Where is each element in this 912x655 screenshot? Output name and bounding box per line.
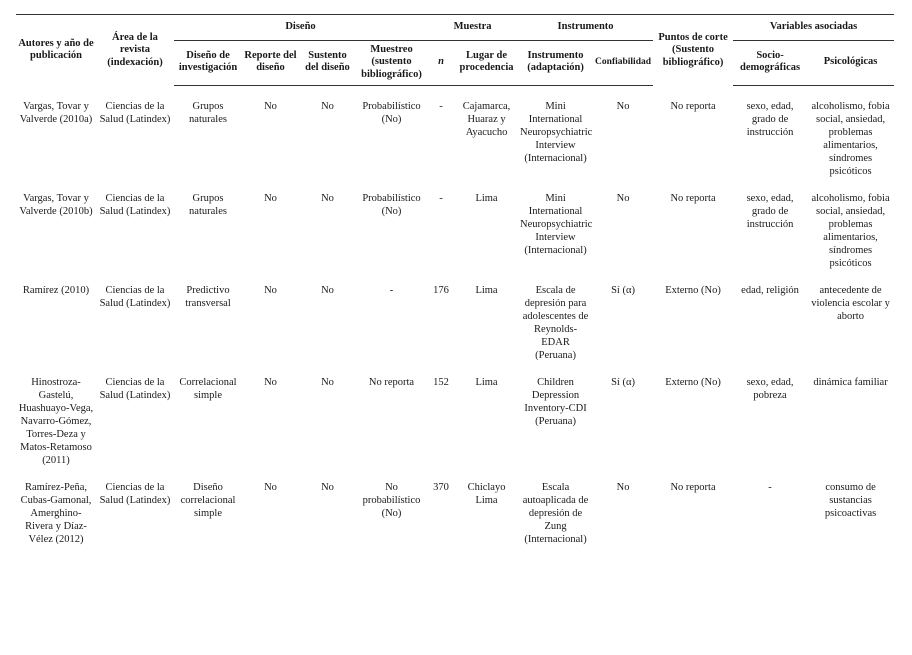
cell-lugar: Cajamarca, Huaraz y Ayacucho <box>462 101 511 138</box>
cell-socio: sexo, edad, grado de instrucción <box>746 193 794 230</box>
col-header-reporte: Reporte del diseño <box>242 40 299 86</box>
col-header-sustento: Sustento del diseño <box>299 40 356 86</box>
table-row <box>16 362 894 467</box>
cell-reporte: No <box>264 101 277 112</box>
cell-autores: Vargas, Tovar y Valverde (2010a) <box>19 100 93 125</box>
cell-n: 152 <box>433 377 449 388</box>
col-header-diseno-inv: Diseño de investigación <box>174 40 242 86</box>
cell-psico: alcoholismo, fobia social, ansiedad, problemas alimentarios, síndromes psicóticos <box>811 193 890 269</box>
cell-autores: Ramírez (2010) <box>22 285 90 296</box>
table-row <box>16 270 894 362</box>
group-header-instrumento: Instrumento <box>518 15 653 41</box>
col-header-instrumento: Instrumento (adaptación) <box>518 40 593 86</box>
cell-muestreo: Probabilístico (No) <box>362 101 421 125</box>
table-header <box>16 15 894 86</box>
cell-psico: antecedente de violencia escolar y aborto <box>811 285 890 322</box>
cell-reporte: No <box>264 482 277 493</box>
cell-n: - <box>439 193 443 204</box>
cell-sustento: No <box>321 285 334 296</box>
cell-puntos: No reporta <box>670 482 716 493</box>
cell-area: Ciencias de la Salud (Latindex) <box>99 482 171 506</box>
col-header-puntos: Puntos de corte (Sustento bibliográfico) <box>653 15 733 86</box>
col-header-muestreo: Muestreo (sustento bibliográfico) <box>356 40 427 86</box>
table-row <box>16 178 894 270</box>
cell-lugar: Chiclayo Lima <box>467 482 506 506</box>
cell-autores: Hinostroza-Gastelú, Huashuayo-Vega, Navarro-Gómez, Torres-Deza y Matos-Retamoso (2011) <box>18 377 94 466</box>
group-header-muestra: Muestra <box>427 15 518 41</box>
cell-instrumento: Escala de depresión para adolescentes de Reynolds-EDAR (Peruana) <box>522 285 589 361</box>
cell-psico: alcoholismo, fobia social, ansiedad, problemas alimentarios, síndromes psicóticos <box>811 101 890 177</box>
table-row <box>16 86 894 179</box>
cell-diseno: Grupos naturales <box>189 101 227 125</box>
cell-area: Ciencias de la Salud (Latindex) <box>99 100 171 125</box>
cell-puntos: No reporta <box>670 100 716 112</box>
cell-reporte: No <box>264 285 277 296</box>
cell-sustento: No <box>321 377 334 388</box>
col-header-psico: Psicológicas <box>807 40 894 86</box>
cell-confiabilidad: Sí (α) <box>611 285 635 296</box>
cell-puntos: No reporta <box>670 193 716 204</box>
cell-socio: - <box>768 482 772 493</box>
cell-muestreo: Probabilístico (No) <box>362 193 421 217</box>
cell-confiabilidad: No <box>616 482 630 493</box>
cell-diseno: Grupos naturales <box>189 193 227 217</box>
col-header-lugar: Lugar de procedencia <box>455 40 518 86</box>
table-body <box>16 86 894 551</box>
cell-puntos: Externo (No) <box>665 285 721 296</box>
cell-psico: consumo de sustancias psicoactivas <box>824 482 877 519</box>
cell-confiabilidad: Sí (α) <box>611 377 635 388</box>
cell-confiabilidad: No <box>616 193 630 204</box>
cell-n: - <box>439 101 443 112</box>
col-header-n: n <box>427 40 455 86</box>
cell-instrumento: Children Depression Inventory-CDI (Peruana) <box>524 377 587 427</box>
col-header-autores: Autores y año de publicación <box>16 15 96 86</box>
cell-diseno: Correlacional simple <box>179 377 237 401</box>
group-header-variables: Variables asociadas <box>733 15 894 41</box>
cell-psico: dinámica familiar <box>813 377 888 388</box>
cell-area: Ciencias de la Salud (Latindex) <box>99 377 171 401</box>
cell-socio: edad, religión <box>741 285 799 296</box>
cell-sustento: No <box>321 193 334 204</box>
cell-sustento: No <box>321 101 334 112</box>
cell-confiabilidad: No <box>616 101 630 112</box>
col-header-area: Área de la revista (indexación) <box>96 15 174 86</box>
cell-muestreo: No reporta <box>368 377 415 388</box>
cell-lugar: Lima <box>475 193 498 204</box>
cell-area: Ciencias de la Salud (Latindex) <box>99 285 171 309</box>
cell-diseno: Diseño correlacional simple <box>180 482 236 519</box>
cell-area: Ciencias de la Salud (Latindex) <box>99 193 171 217</box>
studies-table-sheet <box>16 14 894 550</box>
col-header-confiabilidad: Confiabilidad <box>593 40 653 86</box>
cell-socio: sexo, edad, grado de instrucción <box>746 101 794 138</box>
cell-lugar: Lima <box>475 285 498 296</box>
cell-autores: Ramírez-Peña, Cubas-Gamonal, Amerghino-Rivera y Díaz-Vélez (2012) <box>20 482 92 545</box>
cell-diseno: Predictivo transversal <box>185 285 231 309</box>
cell-sustento: No <box>321 482 334 493</box>
col-header-socio: Socio-demográficas <box>733 40 807 86</box>
cell-n: 176 <box>433 285 449 296</box>
cell-muestreo: No probabilístico (No) <box>362 482 421 519</box>
cell-socio: sexo, edad, pobreza <box>746 377 794 401</box>
cell-lugar: Lima <box>475 377 498 388</box>
cell-instrumento: Mini International Neuropsychiatric Interview (Internacional) <box>520 193 593 256</box>
cell-puntos: Externo (No) <box>665 377 721 388</box>
cell-reporte: No <box>264 193 277 204</box>
cell-autores: Vargas, Tovar y Valverde (2010b) <box>19 193 93 217</box>
group-header-diseno: Diseño <box>174 15 427 41</box>
cell-n: 370 <box>433 482 449 493</box>
cell-instrumento: Escala autoaplicada de depresión de Zung (Internacional) <box>522 482 589 545</box>
cell-reporte: No <box>264 377 277 388</box>
studies-table <box>16 14 894 550</box>
cell-instrumento: Mini International Neuropsychiatric Interview (Internacional) <box>520 101 593 164</box>
table-row <box>16 467 894 550</box>
cell-muestreo: - <box>389 285 394 296</box>
